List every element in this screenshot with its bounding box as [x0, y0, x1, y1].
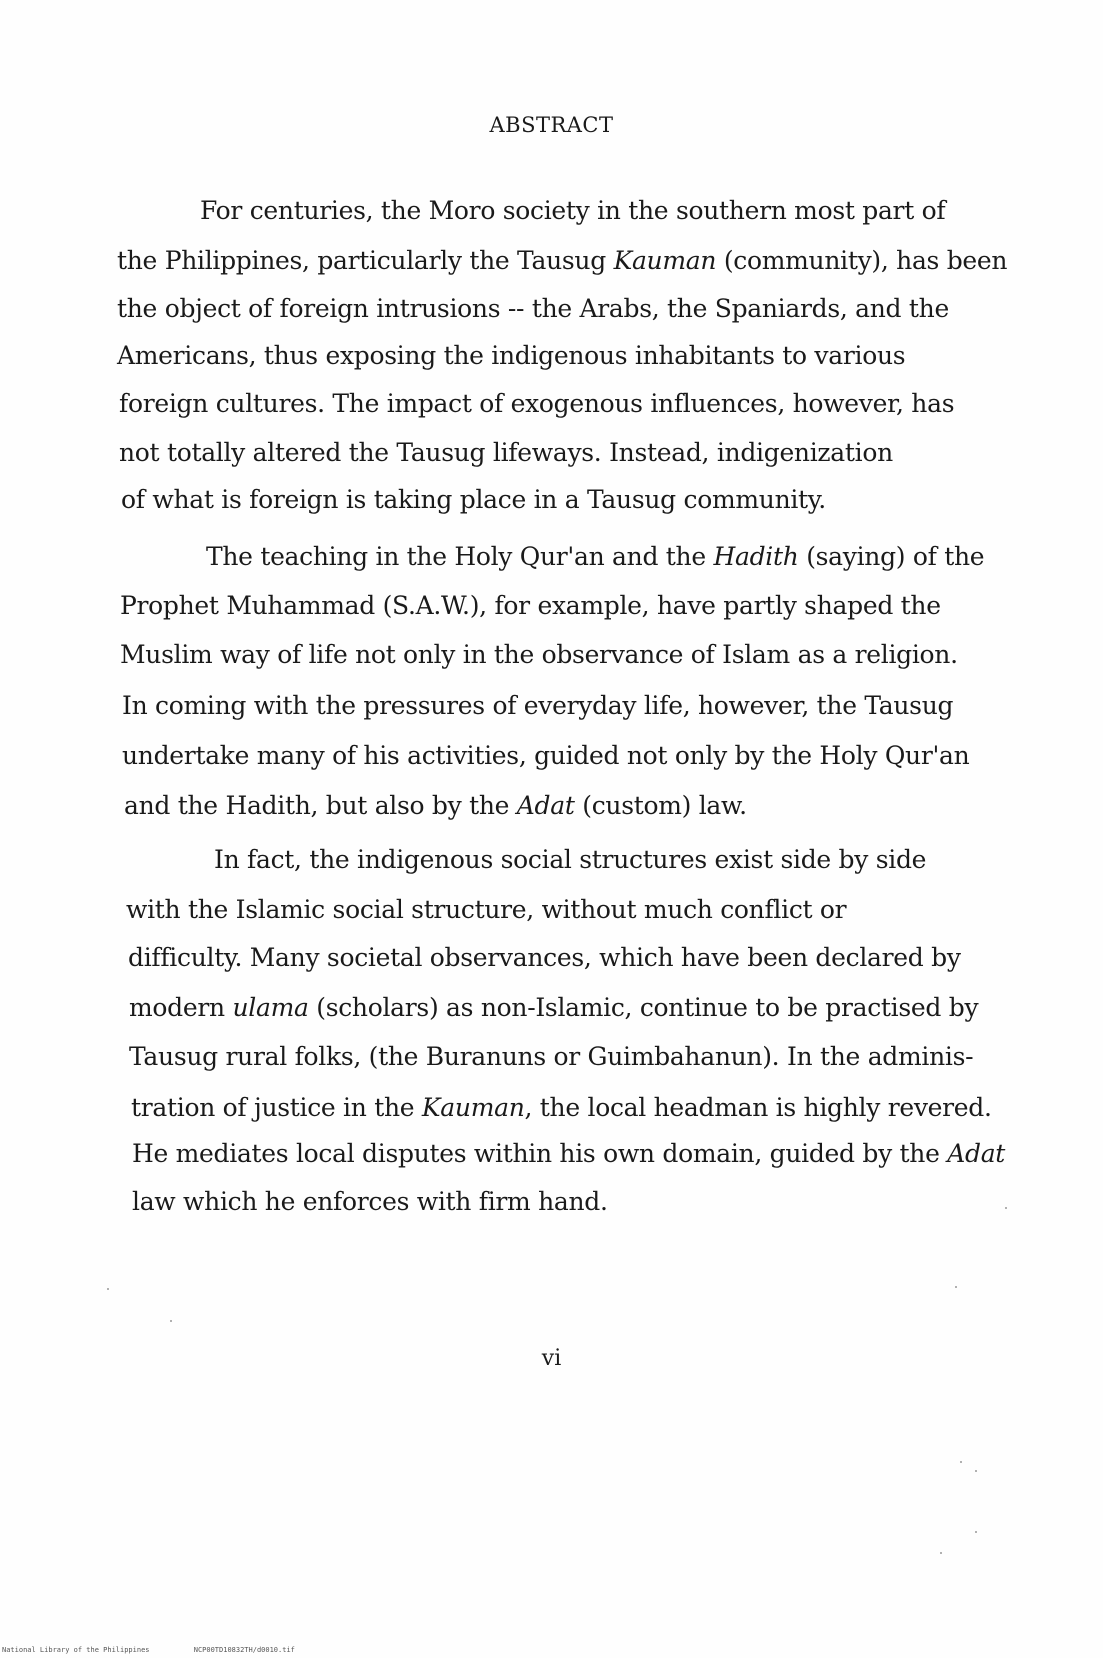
scan-speck [1005, 1207, 1007, 1209]
text-line: difficulty. Many societal observances, which have been declared by [128, 943, 961, 972]
text-line: foreign cultures. The impact of exogenous influences, however, has [119, 389, 955, 418]
italic-term: Hadith [713, 542, 799, 571]
text-line: In coming with the pressures of everyday life, however, the Tausug [122, 691, 954, 720]
text-line: of what is foreign is taking place in a Tausug community. [121, 485, 826, 514]
text-line: law which he enforces with firm hand. [132, 1187, 608, 1216]
scan-footer [2, 1646, 335, 1655]
text-line: In fact, the indigenous social structures exist side by side [214, 845, 927, 874]
text-line: the object of foreign intrusions -- the Arabs, the Spaniards, and the [117, 294, 949, 323]
text-line: and the Hadith, but also by the Adat (custom) law. [124, 791, 747, 820]
scan-speck [975, 1531, 977, 1533]
text-line: Tausug rural folks, (the Buranuns or Guimbahanun). In the adminis- [129, 1042, 974, 1071]
text-line: not totally altered the Tausug lifeways. Instead, indigenization [119, 438, 893, 467]
text-line: the Philippines, particularly the Tausug Kauman (community), has been [117, 246, 1008, 275]
text-line: Prophet Muhammad (S.A.W.), for example, have partly shaped the [120, 591, 941, 620]
text-line: Americans, thus exposing the indigenous inhabitants to various [117, 341, 906, 370]
page-title: ABSTRACT [489, 113, 614, 137]
text-line: modern ulama (scholars) as non-Islamic, continue to be practised by [129, 993, 979, 1022]
italic-term: ulama [232, 993, 309, 1022]
text-line: Muslim way of life not only in the observance of Islam as a religion. [120, 640, 958, 669]
italic-term: Adat [947, 1139, 1006, 1168]
scan-speck [955, 1286, 957, 1288]
scan-speck [960, 1461, 962, 1463]
scan-speck [940, 1552, 942, 1554]
footer-library: National Library of the Philippines [2, 1646, 150, 1654]
scan-speck [107, 1288, 109, 1290]
footer-file-id: NCP00TD10832TH/d0010.tif [193, 1646, 295, 1654]
text-line: tration of justice in the Kauman, the local headman is highly revered. [131, 1093, 992, 1122]
italic-term: Kauman [613, 246, 717, 275]
italic-term: Kauman [421, 1093, 525, 1122]
scan-speck [975, 1470, 977, 1472]
text-line: with the Islamic social structure, without much conflict or [126, 895, 847, 924]
text-line: The teaching in the Holy Qur'an and the Hadith (saying) of the [206, 542, 985, 571]
italic-term: Adat [516, 791, 575, 820]
text-line: For centuries, the Moro society in the southern most part of [200, 196, 946, 225]
text-line: He mediates local disputes within his own domain, guided by the Adat [132, 1139, 1006, 1168]
scan-speck [170, 1320, 172, 1322]
text-line: undertake many of his activities, guided not only by the Holy Qur'an [122, 741, 970, 770]
page-number: vi [541, 1346, 562, 1371]
